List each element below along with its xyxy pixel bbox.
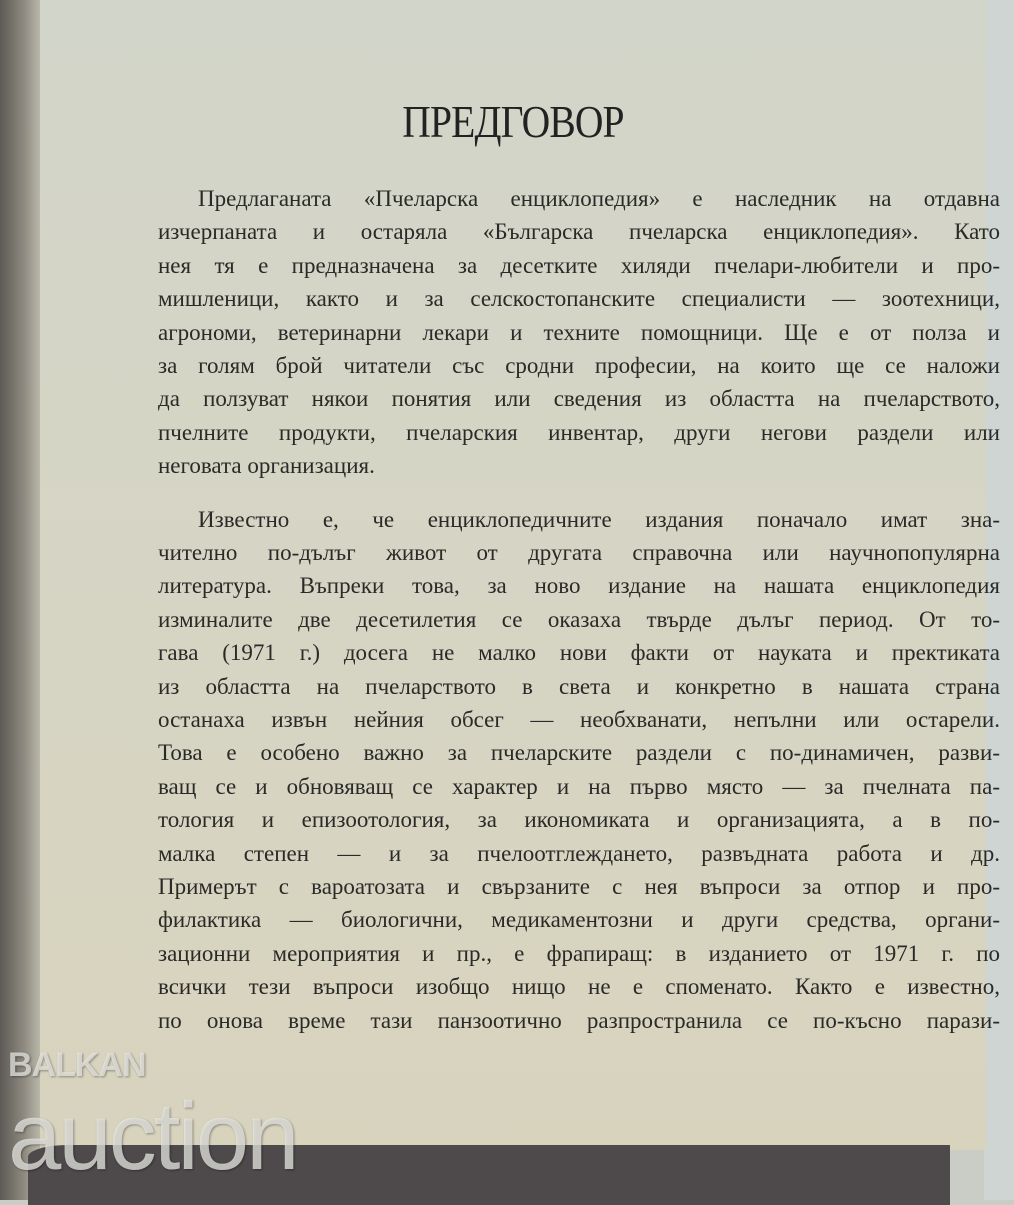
text-line: зационни мероприятия и пр., е фрапиращ: в изданието от 1971 г. по — [158, 940, 1000, 966]
text-line: всички тези въпроси изобщо нищо не е споменато. Както е известно, — [158, 974, 1000, 1000]
text-line: малка степен — и за пчелоотглеждането, развъдната работа и др. — [158, 840, 1000, 866]
text-line: пчелните продукти, пчеларския инвентар, други негови раздели или — [158, 419, 1000, 445]
text-line: филактика — биологични, медикаментозни и други средства, органи- — [158, 907, 1000, 933]
text-line: по онова време тази панзоотично разпространила се по-късно парази- — [158, 1007, 1000, 1033]
text-line: неговата организация. — [158, 453, 375, 479]
book-page — [40, 0, 1000, 1150]
watermark-line1: BALKAN — [8, 1046, 146, 1084]
text-line: за голям брой читатели със сродни професии, на които ще се наложи — [158, 353, 1000, 378]
text-line: из областта на пчеларството в света и конкретно в нашата страна — [158, 673, 1000, 699]
text-line: Предлаганата «Пчеларска енциклопедия» е наследник на отдавна — [198, 186, 1000, 211]
text-line: изминалите две десетилетия се оказаха твърде дълъг период. От то- — [158, 606, 1000, 632]
text-line: нея тя е предназначена за десетките хиляди пчелари-любители и про- — [158, 252, 1000, 278]
book-spine-shadow — [0, 0, 40, 1200]
text-line: чително по-дълъг живот от другата справочна или научнопопулярна — [158, 540, 1000, 565]
text-line: гава (1971 г.) досега не малко нови факти от науката и пректиката — [158, 640, 1000, 666]
text-line: изчерпаната и остаряла «Българска пчеларска енциклопедия». Като — [158, 219, 1000, 245]
text-line: литература. Въпреки това, за ново издание на нашата енциклопедия — [158, 573, 1000, 599]
text-line: останаха извън нейния обсег — необхванати, непълни или остарели. — [158, 707, 1000, 732]
watermark-logo — [8, 1045, 297, 1189]
text-line: Известно е, че енциклопедичните издания поначало имат зна- — [198, 506, 1000, 532]
text-line: ващ се и обновяващ се характер и на първо място — за пчелната па- — [158, 773, 1000, 799]
text-line: Това е особено важно за пчеларските раздели с по-динамичен, разви- — [158, 740, 1000, 766]
watermark-line2: auction — [8, 1083, 297, 1190]
text-line: да ползуват някои понятия или сведения из областта на пчеларството, — [158, 386, 1000, 412]
text-line: Примерът с вароатозата и свързаните с нея въпроси за отпор и про- — [158, 874, 1000, 899]
text-line: тология и епизоотология, за икономиката и организацията, а в по- — [158, 807, 1000, 833]
text-line: мишленици, както и за селскостопанските специалисти — зоотехници, — [158, 286, 1000, 312]
text-line: агрономи, ветеринарни лекари и техните помощници. Ще е от полза и — [158, 319, 1000, 345]
page-title: ПРЕДГОВОР — [402, 96, 624, 147]
